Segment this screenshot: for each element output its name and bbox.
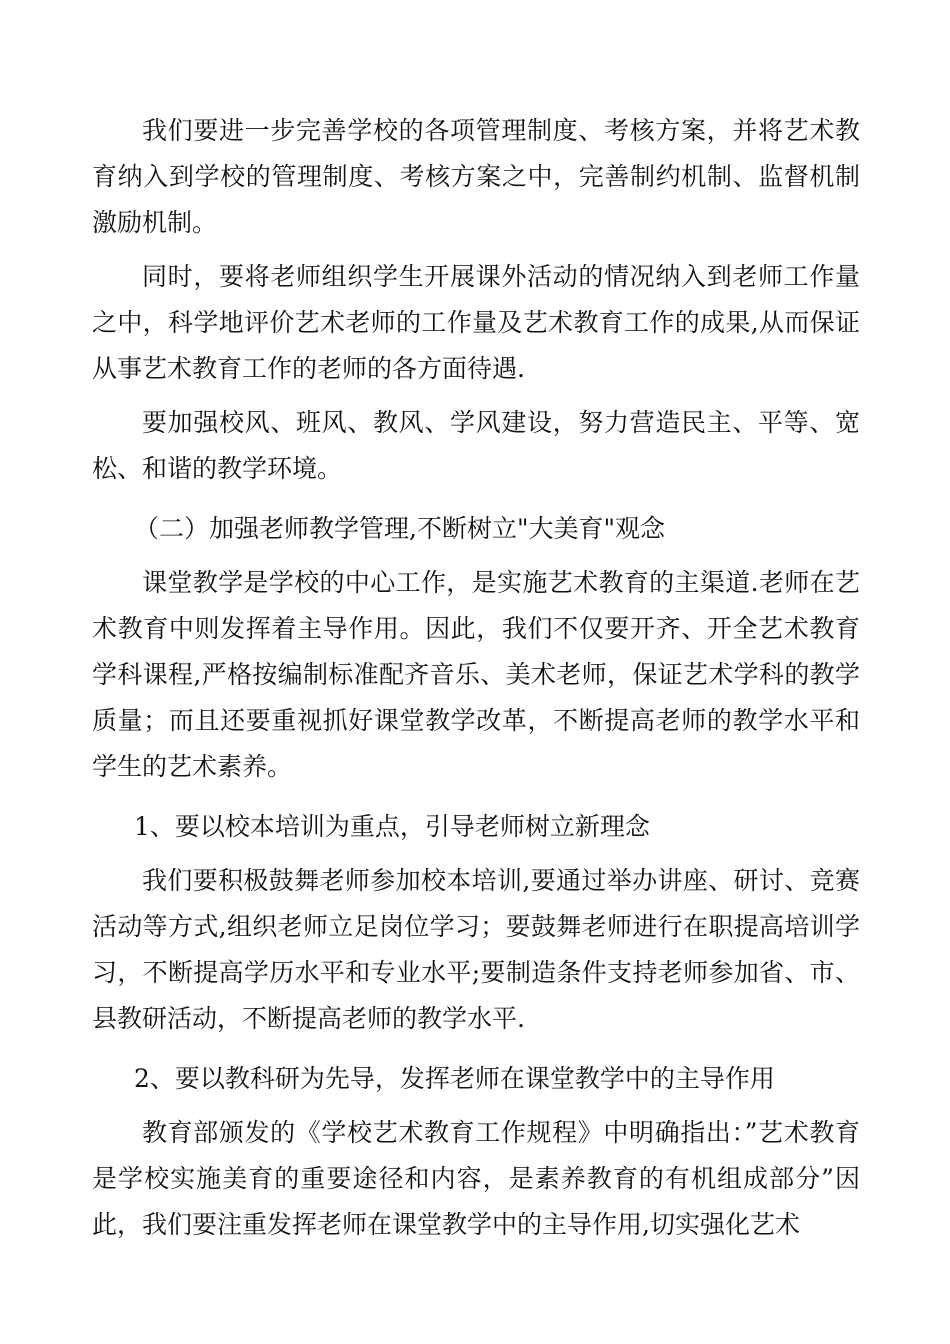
paragraph-regulation-quote: 教育部颁发的《学校艺术教育工作规程》中明确指出：”艺术教育是学校实施美育的重要途径和内容，是素养教育的有机组成部分”因此，我们要注重发挥老师在课堂教学中的主导作用,切实强化艺术 <box>92 1118 860 1239</box>
section-heading-teaching-management: （二）加强老师教学管理,不断树立"大美育"观念 <box>134 514 665 543</box>
paragraph-management-system: 我们要进一步完善学校的各项管理制度、考核方案，并将艺术教育纳入到学校的管理制度、考核方案之中，完善制约机制、监督机制激励机制。 <box>92 116 860 237</box>
paragraph-classroom-teaching: 课堂教学是学校的中心工作，是实施艺术教育的主渠道.老师在艺术教育中则发挥着主导作用。因此，我们不仅要开齐、开全艺术教育学科课程,严格按编制标准配齐音乐、美术老师，保证艺术学科的教学质量；而且还要重视抓好课堂教学改革，不断提高老师的教学水平和学生的艺术素养。 <box>92 568 860 781</box>
paragraph-school-atmosphere: 要加强校风、班风、教风、学风建设，努力营造民主、平等、宽松、和谐的教学环境。 <box>92 408 860 483</box>
subheading-research-guidance: 2、要以教科研为先导，发挥老师在课堂教学中的主导作用 <box>134 1064 775 1093</box>
paragraph-teacher-training: 我们要积极鼓舞老师参加校本培训,要通过举办讲座、研讨、竞赛活动等方式,组织老师立足岗位学习；要鼓舞老师进行在职提高培训学习，不断提高学历水平和专业水平;要制造条件支持老师参加省、市、县教研活动，不断提高老师的教学水平. <box>92 866 860 1033</box>
document-body <box>92 108 860 1248</box>
subheading-school-training: 1、要以校本培训为重点，引导老师树立新理念 <box>134 812 650 841</box>
paragraph-teacher-workload: 同时，要将老师组织学生开展课外活动的情况纳入到老师工作量之中，科学地评价艺术老师的工作量及艺术教育工作的成果,从而保证从事艺术教育工作的老师的各方面待遇. <box>92 262 860 383</box>
